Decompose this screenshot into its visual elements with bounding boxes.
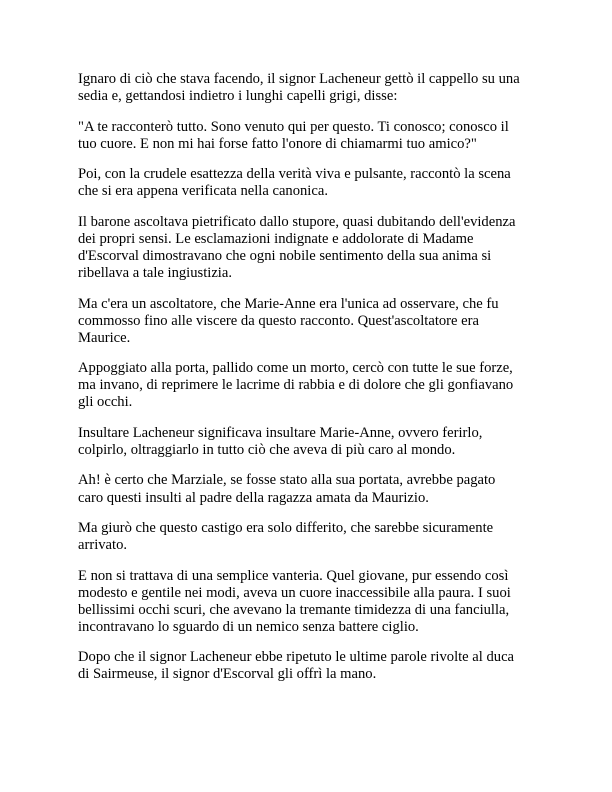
paragraph-5: Ma c'era un ascoltatore, che Marie-Anne era l'unica ad osservare, che fu commosso fino alle viscere da questo racconto. Quest'ascoltatore era Maurice. — [78, 295, 499, 346]
document-body — [78, 71, 538, 697]
paragraph-3: Poi, con la crudele esattezza della verità viva e pulsante, raccontò la scena che si era appena verificata nella canonica. — [78, 166, 511, 200]
paragraph-4: Il barone ascoltava pietrificato dallo stupore, quasi dubitando dell'evidenza dei propri sensi. Le esclamazioni indignate e addolorate di Madame d'Escorval dimostravano che ogni nobile sentimento della sua anima si ribellava a tale ingiustizia. — [78, 213, 516, 282]
paragraph-2: "A te racconterò tutto. Sono venuto qui per questo. Ti conosco; conosco il tuo cuore. E non mi hai forse fatto l'onore di chiamarmi tuo amico?" — [78, 118, 509, 152]
paragraph-7: Insultare Lacheneur significava insultare Marie-Anne, ovvero ferirlo, colpirlo, oltraggiarlo in tutto ciò che aveva di più caro al mondo. — [78, 424, 483, 458]
paragraph-11: Dopo che il signor Lacheneur ebbe ripetuto le ultime parole rivolte al duca di Sairmeuse, il signor d'Escorval gli offrì la mano. — [78, 649, 515, 683]
paragraph-1: Ignaro di ciò che stava facendo, il signor Lacheneur gettò il cappello su una sedia e, gettandosi indietro i lunghi capelli grigi, disse: — [78, 71, 520, 105]
paragraph-10: E non si trattava di una semplice vanteria. Quel giovane, pur essendo così modesto e gentile nei modi, aveva un cuore inaccessibile alla paura. I suoi bellissimi occhi scuri, che avevano la tremante timidezza di una fanciulla, incontravano lo sguardo di un nemico senza battere ciglio. — [78, 567, 511, 635]
paragraph-6: Appoggiato alla porta, pallido come un morto, cercò con tutte le sue forze, ma invano, di reprimere le lacrime di rabbia e di dolore che gli gonfiavano gli occhi. — [78, 360, 514, 411]
paragraph-9: Ma giurò che questo castigo era solo differito, che sarebbe sicuramente arrivato. — [78, 520, 494, 554]
paragraph-8: Ah! è certo che Marziale, se fosse stato alla sua portata, avrebbe pagato caro questi insulti al padre della ragazza amata da Maurizio. — [78, 472, 496, 506]
